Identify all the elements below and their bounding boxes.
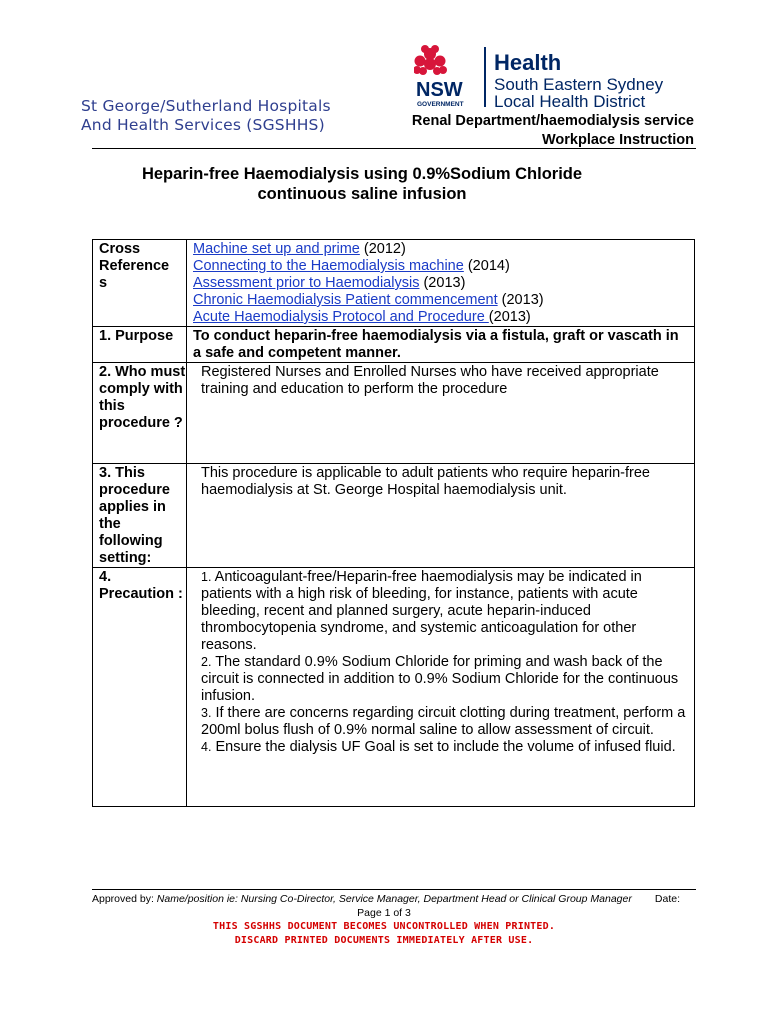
cross-reference-list (187, 240, 695, 327)
cross-reference-item: Chronic Haemodialysis Patient commencement (2013) (193, 292, 544, 308)
footer-divider (92, 889, 696, 890)
cross-reference-item: Connecting to the Haemodialysis machine (2014) (193, 258, 510, 274)
setting-text: This procedure is applicable to adult patients who require heparin-free haemodialysis at St. George Hospital haemodialysis unit. (187, 464, 695, 568)
header-divider (92, 148, 696, 149)
logo-health: Health (494, 50, 562, 75)
date-label: Date: (654, 893, 680, 905)
title-line-2: continuous saline infusion (257, 185, 467, 203)
uncontrolled-warning: THIS SGSHHS DOCUMENT BECOMES UNCONTROLLED WHEN PRINTED. (212, 921, 556, 932)
cross-reference-link[interactable]: Chronic Haemodialysis Patient commencement (193, 292, 498, 308)
document-title (92, 164, 632, 204)
cross-reference-label: Cross Reference s (93, 240, 187, 327)
logo-district-line-2: Local Health District (494, 92, 646, 111)
table-row (93, 363, 695, 464)
precaution-item: 2. The standard 0.9% Sodium Chloride for priming and wash back of the circuit is connected in addition to 0.9% Sodium Chloride for the continuous infusion. (201, 654, 679, 704)
cross-reference-item: Assessment prior to Haemodialysis (2013) (193, 275, 466, 291)
cross-reference-link[interactable]: Connecting to the Haemodialysis machine (193, 258, 464, 274)
table-row (93, 464, 695, 568)
department-name: Renal Department/haemodialysis service (411, 113, 694, 129)
document-type: Workplace Instruction (541, 132, 694, 148)
table-row (93, 568, 695, 807)
approved-label: Approved by: (92, 893, 157, 905)
org-line-1: St George/Sutherland Hospitals (81, 97, 331, 115)
purpose-label: 1. Purpose (93, 327, 187, 363)
waratah-flower-icon (414, 45, 447, 75)
organisation-name (81, 97, 331, 135)
approval-line (92, 893, 696, 905)
precaution-item: 4. Ensure the dialysis UF Goal is set to include the volume of infused fluid. (201, 739, 676, 755)
approved-value: Name/position ie: Nursing Co-Director, Service Manager, Department Head or Clinical Group Manager (156, 893, 632, 905)
logo-district-line-1: South Eastern Sydney (494, 75, 664, 94)
cross-reference-link[interactable]: Assessment prior to Haemodialysis (193, 275, 420, 291)
discard-warning: DISCARD PRINTED DOCUMENTS IMMEDIATELY AFTER USE. (234, 935, 534, 946)
precaution-list (187, 568, 695, 807)
nsw-health-logo (414, 45, 684, 111)
cross-reference-link[interactable]: Acute Haemodialysis Protocol and Procedure (193, 309, 489, 325)
setting-label: 3. This procedure applies in the following setting: (93, 464, 187, 568)
precaution-item: 3. If there are concerns regarding circuit clotting during treatment, perform a 200ml bolus flush of 0.9% normal saline to allow assessment of circuit. (201, 705, 686, 738)
logo-nsw: NSW (416, 79, 463, 101)
cross-reference-item: Machine set up and prime (2012) (193, 241, 406, 257)
table-row (93, 327, 695, 363)
purpose-text: To conduct heparin-free haemodialysis via a fistula, graft or vascath in a safe and competent manner. (187, 327, 695, 363)
precaution-item: 1. Anticoagulant-free/Heparin-free haemodialysis may be indicated in patients with a high risk of bleeding, for instance, patients with acute bleeding, recent and planned surgery, acute heparin-induced thrombocytopenia syndrome, and systemic anticoagulation for other reasons. (201, 569, 642, 653)
department-block (412, 112, 694, 150)
logo-government: GOVERNMENT (417, 101, 464, 108)
cross-reference-link[interactable]: Machine set up and prime (193, 241, 360, 257)
cross-reference-item: Acute Haemodialysis Protocol and Procedure (2013) (193, 309, 531, 325)
procedure-table (92, 239, 695, 807)
page-number: Page 1 of 3 (357, 907, 411, 919)
who-must-comply-text: Registered Nurses and Enrolled Nurses who have received appropriate training and education to perform the procedure (187, 363, 695, 464)
table-row (93, 240, 695, 327)
title-line-1: Heparin-free Haemodialysis using 0.9%Sodium Chloride (141, 165, 583, 183)
org-line-2: And Health Services (SGSHHS) (81, 116, 325, 134)
precaution-label: 4. Precaution : (93, 568, 187, 807)
who-must-comply-label: 2. Who must comply with this procedure ? (93, 363, 187, 464)
